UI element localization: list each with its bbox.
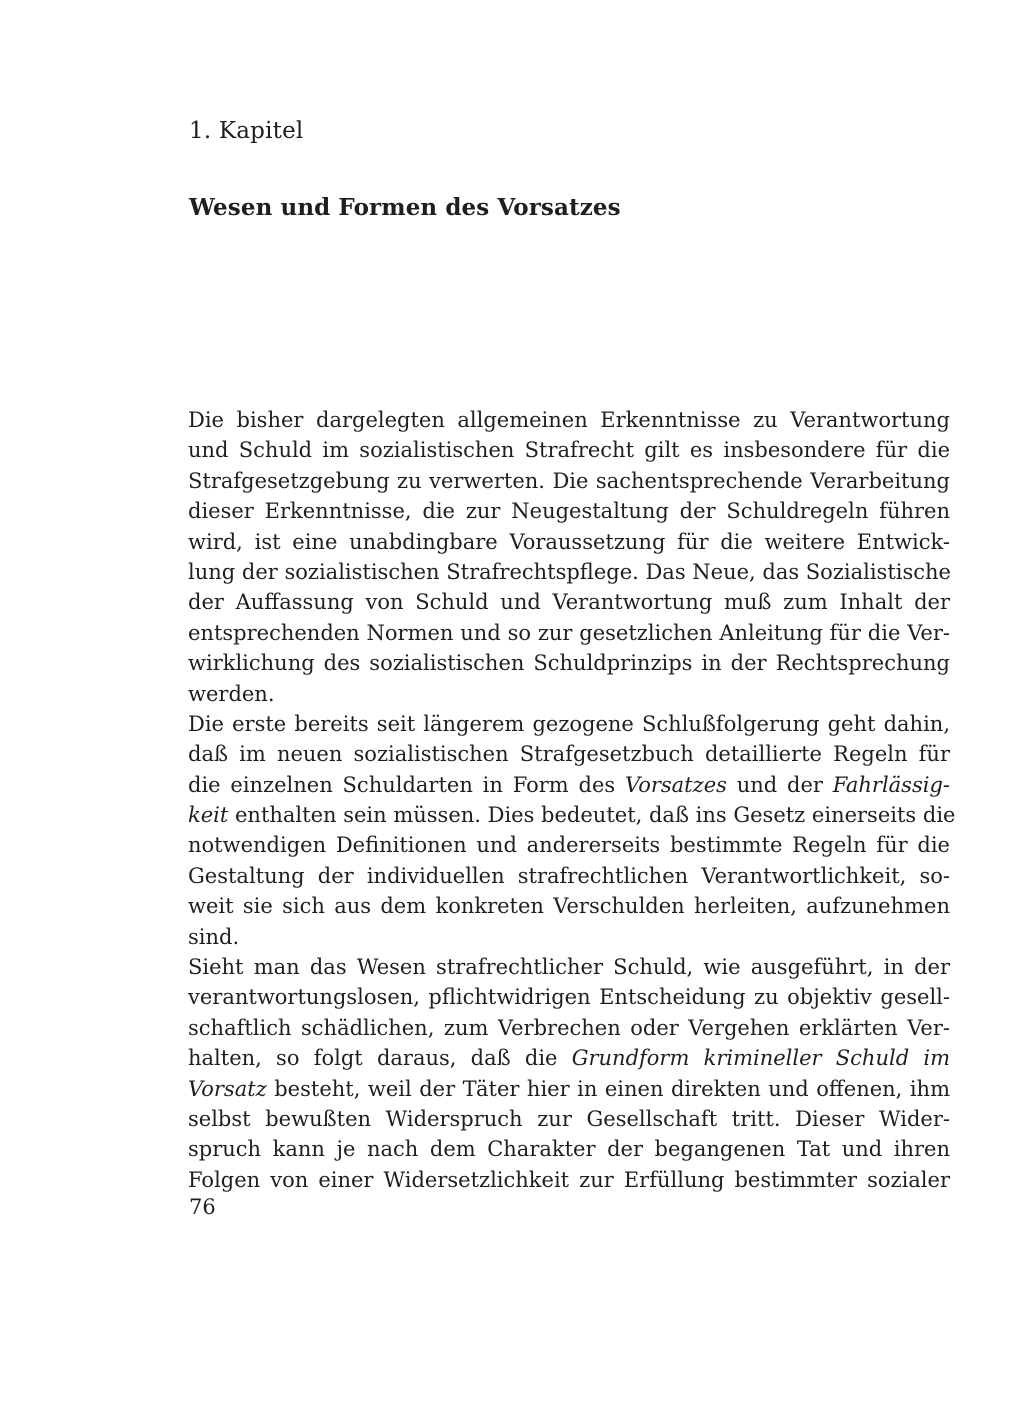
text-line — [188, 496, 950, 526]
paragraph-2 — [188, 709, 956, 952]
text-segment: Sieht man das Wesen strafrechtlicher Schuld, wie ausgeführt, in der — [188, 955, 950, 980]
text-segment: die einzelnen Schuldarten in Form des — [188, 772, 625, 797]
italic-phrase: keit — [188, 803, 229, 828]
text-segment: der Auffassung von Schuld und Verantwortung muß zum Inhalt der — [188, 590, 950, 615]
paragraph-1 — [188, 405, 950, 709]
text-line — [188, 618, 950, 648]
text-segment: dieser Erkenntnisse, die zur Neugestaltung der Schuldregeln führen — [188, 499, 950, 524]
text-line — [188, 435, 950, 465]
text-segment: verantwortungslosen, pflichtwidrigen Entscheidung zu objektiv gesell- — [188, 985, 950, 1010]
text-segment: halten, so folgt daraus, daß die — [188, 1046, 572, 1071]
text-segment: sind. — [188, 924, 240, 949]
text-line — [188, 1134, 950, 1164]
italic-phrase: Fahrlässig- — [832, 772, 950, 797]
text-line — [188, 770, 950, 800]
text-line — [188, 861, 950, 891]
text-line — [188, 739, 950, 769]
text-segment: Die bisher dargelegten allgemeinen Erkenntnisse zu Verantwortung — [188, 408, 950, 432]
text-line — [188, 1013, 950, 1043]
text-line — [188, 709, 950, 739]
text-segment: enthalten sein müssen. Dies bedeutet, daß ins Gesetz einerseits die — [228, 803, 956, 828]
text-line — [188, 922, 950, 952]
text-segment: selbst bewußten Widerspruch zur Gesellschaft tritt. Dieser Wider- — [188, 1106, 950, 1131]
text-line — [188, 587, 950, 617]
text-line — [188, 466, 950, 496]
text-segment: wirklichung des sozialistischen Schuldprinzips in der Rechtsprechung — [188, 651, 950, 676]
text-line — [188, 891, 950, 921]
text-segment: und der — [726, 772, 833, 797]
text-segment: daß im neuen sozialistischen Strafgesetzbuch detaillierte Regeln für — [188, 742, 950, 767]
text-segment: wird, ist eine unabdingbare Voraussetzung für die weitere Entwick- — [188, 529, 950, 554]
chapter-label: 1. Kapitel — [189, 118, 304, 144]
page-number: 76 — [189, 1195, 216, 1219]
body-text — [188, 405, 956, 1195]
text-segment: schaftlich schädlichen, zum Verbrechen oder Vergehen erklärten Ver- — [188, 1015, 950, 1040]
text-line — [188, 1043, 950, 1073]
text-line — [188, 982, 950, 1012]
text-line — [188, 830, 950, 860]
text-line — [188, 800, 956, 830]
text-segment: Strafgesetzgebung zu verwerten. Die sachentsprechende Verarbeitung — [188, 468, 950, 493]
paragraph-3 — [188, 952, 950, 1195]
text-line — [188, 648, 950, 678]
text-segment: entsprechenden Normen und so zur gesetzlichen Anleitung für die Ver- — [188, 620, 950, 645]
text-line — [188, 1074, 950, 1104]
text-line — [188, 952, 950, 982]
text-line — [188, 1104, 950, 1134]
text-line — [188, 405, 950, 435]
text-line — [188, 679, 950, 709]
text-segment: besteht, weil der Täter hier in einen direkten und offenen, ihm — [266, 1076, 950, 1101]
text-segment: Die erste bereits seit längerem gezogene Schlußfolgerung geht dahin, — [188, 711, 950, 736]
italic-phrase: Vorsatzes — [624, 772, 727, 797]
text-line — [188, 557, 950, 587]
text-line — [188, 527, 950, 557]
text-segment: Folgen von einer Widersetzlichkeit zur Erfüllung bestimmter sozialer — [188, 1167, 950, 1192]
italic-phrase: Grundform krimineller Schuld im — [571, 1046, 951, 1071]
chapter-title: Wesen und Formen des Vorsatzes — [189, 194, 621, 221]
text-segment: lung der sozialistischen Strafrechtspflege. Das Neue, das Sozialistische — [188, 559, 951, 584]
italic-phrase: Vorsatz — [188, 1076, 267, 1101]
text-segment: weit sie sich aus dem konkreten Verschulden herleiten, aufzunehmen — [188, 894, 950, 919]
text-segment: werden. — [188, 681, 275, 706]
text-segment: spruch kann je nach dem Charakter der begangenen Tat und ihren — [188, 1137, 950, 1162]
text-segment: Gestaltung der individuellen strafrechtlichen Verantwortlichkeit, so- — [188, 863, 950, 888]
text-segment: und Schuld im sozialistischen Strafrecht gilt es insbesondere für die — [188, 438, 950, 463]
text-line — [188, 1165, 950, 1195]
text-segment: notwendigen Definitionen und andererseits bestimmte Regeln für die — [188, 833, 950, 858]
